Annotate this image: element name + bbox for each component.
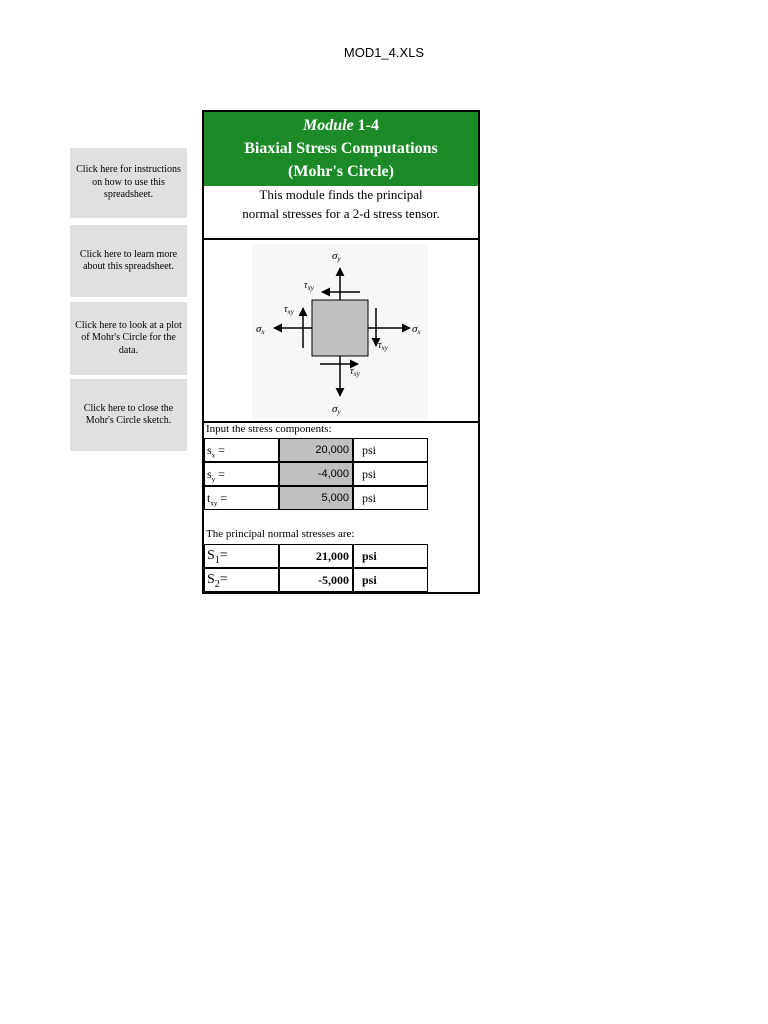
sigma-x-unit: psi [353,438,428,462]
module-description: This module finds the principal normal stresses for a 2-d stress tensor. [204,186,478,240]
module-number: 1-4 [357,117,379,134]
close-sketch-button[interactable]: Click here to close the Mohr's Circle sketch. [70,379,187,451]
learn-more-button[interactable]: Click here to learn more about this spreadsheet. [70,225,187,297]
tau-xy-label: $t_{xy}$ = [204,486,279,510]
tau-xy-input[interactable]: 5,000 [279,486,353,510]
s1-value: 21,000 [279,544,353,568]
s2-value: -5,000 [279,568,353,592]
s1-unit: psi [353,544,428,568]
instructions-button[interactable]: Click here for instructions on how to use this spreadsheet. [70,148,187,218]
sigma-y-bottom-label: σy [332,403,341,416]
sigma-y-unit: psi [353,462,428,486]
tau-xy-top-label: $\tau_{xy}$ [304,280,314,292]
sigma-y-input[interactable]: -4,000 [279,462,353,486]
input-section-label: Input the stress components: [206,423,332,435]
module-title: Biaxial Stress Computations [244,140,438,157]
document-filename: MOD1_4.XLS [343,45,425,60]
sigma-x-input[interactable]: 20,000 [279,438,353,462]
module-title-banner [204,112,478,186]
tau-xy-right-label: $\tau_{xy}$ [378,340,388,352]
module-subtitle: (Mohr's Circle) [288,163,394,180]
module-heading [204,114,478,137]
output-section-label: The principal normal stresses are: [206,528,355,540]
tau-xy-left-label: $\tau_{xy}$ [284,304,294,316]
spreadsheet-module [202,110,480,594]
module-word: Module [303,117,354,134]
mohrs-circle-plot-button[interactable]: Click here to look at a plot of Mohr's Circle for the data. [70,302,187,375]
stress-element-square [312,300,368,356]
tau-xy-unit: psi [353,486,428,510]
s2-label: $S_2=$ [204,568,279,592]
sigma-x-left-label: σx [256,323,265,336]
s2-unit: psi [353,568,428,592]
tau-xy-bottom-label: $\tau_{xy}$ [350,366,360,378]
sigma-y-label: $s_y$ = [204,462,279,486]
sigma-y-top-label: σy [332,250,341,263]
s1-label: $S_1=$ [204,544,279,568]
stress-element-sketch [252,244,428,418]
sigma-x-right-label: σx [412,323,421,336]
sigma-x-label: $s_x$ = [204,438,279,462]
